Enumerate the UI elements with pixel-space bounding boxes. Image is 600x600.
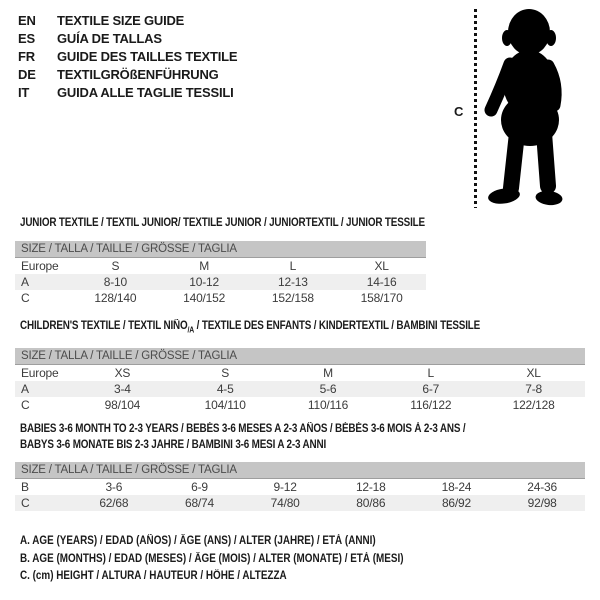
section-title-text: JUNIOR TEXTILE / TEXTIL JUNIOR/ TEXTILE JUNIOR / JUNIORTEXTIL / JUNIOR TESSILE — [20, 217, 425, 229]
size-cell: 6-7 — [422, 382, 440, 397]
size-cell: 68/74 — [184, 496, 214, 510]
row-label-cell: Europe — [21, 259, 59, 273]
table-row — [15, 365, 585, 381]
size-cell: 80/86 — [356, 496, 386, 510]
language-guide — [18, 12, 237, 102]
size-cell: 12-13 — [278, 275, 308, 289]
size-cell: 4-5 — [216, 382, 234, 397]
size-cell: 14-16 — [366, 275, 397, 289]
size-cell: 74/80 — [270, 496, 300, 510]
size-cell: XL — [374, 259, 389, 273]
height-dashed-line-icon — [474, 9, 477, 208]
section-title-text: CHILDREN'S TEXTILE / TEXTIL NIÑO — [20, 320, 188, 332]
size-cell: 9-12 — [273, 480, 297, 494]
footnote-b: B. AGE (MONTHS) / EDAD (MESES) / ÂGE (MOIS) / ALTER (MONATE) / ETÀ (MESI) — [20, 552, 404, 565]
junior-section — [15, 215, 426, 306]
size-header-bar-wrap — [15, 241, 426, 258]
size-cell: 10-12 — [189, 275, 219, 289]
language-row — [18, 48, 237, 66]
language-code: IT — [18, 85, 30, 100]
language-code: FR — [18, 49, 35, 64]
size-cell: 152/158 — [271, 291, 314, 305]
table-row — [15, 258, 426, 274]
language-label: TEXTILGRÖßENFÜHRUNG — [57, 67, 219, 82]
size-cell: 7-8 — [525, 382, 542, 397]
height-marker-label: C — [454, 104, 464, 119]
section-title-text: BABYS 3-6 MONATE BIS 2-3 JAHRE / BAMBINI 3-6 MESI A 2-3 ANNI — [20, 439, 327, 451]
size-cell: 8-10 — [103, 275, 127, 289]
size-cell: S — [111, 259, 120, 273]
table-row — [15, 290, 426, 306]
size-cell: M — [199, 259, 210, 273]
children-section — [15, 318, 585, 413]
language-code: EN — [18, 13, 36, 28]
language-code: DE — [18, 67, 36, 82]
section-title-text: BABIES 3-6 MONTH TO 2-3 YEARS / BEBÉS 3-6 MESES A 2-3 AÑOS / BÉBÉS 3-6 MOIS À 2-3 ANS / — [20, 423, 466, 435]
table-row — [15, 381, 585, 397]
baby-silhouette-icon — [478, 8, 570, 214]
size-cell: 158/170 — [360, 291, 403, 305]
size-cell: 24-36 — [527, 480, 557, 494]
size-cell: S — [221, 366, 230, 381]
children-section-title — [20, 318, 506, 338]
footnote-c: C. (cm) HEIGHT / ALTURA / HAUTEUR / HÖHE / ALTEZZA — [20, 570, 287, 582]
size-cell: 140/152 — [183, 291, 226, 305]
babies-section-title — [20, 421, 506, 453]
size-cell: 3-6 — [105, 480, 123, 494]
row-label-cell: C — [21, 398, 30, 413]
children-size-table — [15, 365, 585, 413]
size-cell: 6-9 — [191, 480, 208, 494]
language-label: TEXTILE SIZE GUIDE — [57, 13, 185, 28]
language-row — [18, 66, 237, 84]
table-row — [15, 479, 585, 495]
size-header-bar: SIZE / TALLA / TAILLE / GRÖSSE / TAGLIA — [15, 462, 585, 479]
babies-section — [15, 421, 585, 511]
language-row — [18, 30, 237, 48]
row-label-cell: B — [21, 480, 29, 494]
row-label-cell: C — [21, 496, 30, 510]
footnotes — [20, 533, 466, 586]
size-cell: 12-18 — [355, 480, 386, 494]
row-label-cell: Europe — [21, 366, 59, 381]
size-cell: XS — [114, 366, 131, 381]
size-cell: XL — [526, 366, 541, 381]
size-cell: 98/104 — [104, 398, 141, 413]
row-label-cell: C — [21, 291, 30, 305]
language-code: ES — [18, 31, 35, 46]
table-row — [15, 495, 585, 511]
size-cell: 3-4 — [114, 382, 131, 397]
size-cell: 104/110 — [204, 398, 246, 413]
table-row — [15, 397, 585, 413]
size-cell: M — [323, 366, 333, 381]
section-title-text: / TEXTILE DES ENFANTS / KINDERTEXTIL / BAMBINI TESSILE — [194, 320, 481, 332]
footnote-a: A. AGE (YEARS) / EDAD (AÑOS) / ÂGE (ANS) / ALTER (JAHRE) / ETÀ (ANNI) — [20, 535, 376, 547]
size-cell: 122/128 — [512, 398, 555, 413]
size-cell: 110/116 — [307, 398, 349, 413]
size-cell: 86/92 — [441, 496, 471, 510]
size-cell: 62/68 — [99, 496, 129, 510]
size-cell: 116/122 — [410, 398, 452, 413]
language-label: GUIDA ALLE TAGLIE TESSILI — [57, 85, 234, 100]
size-header-bar: SIZE / TALLA / TAILLE / GRÖSSE / TAGLIA — [15, 348, 585, 365]
size-header-bar-wrap — [15, 462, 585, 479]
language-label: GUIDE DES TAILLES TEXTILE — [57, 49, 238, 64]
babies-size-table — [15, 479, 585, 511]
language-row — [18, 84, 237, 102]
size-cell: L — [289, 259, 297, 273]
size-cell: 128/140 — [94, 291, 137, 305]
language-label: GUÍA DE TALLAS — [57, 31, 162, 46]
size-cell: 5-6 — [319, 382, 337, 397]
language-row — [18, 12, 237, 30]
row-label-cell: A — [21, 382, 29, 397]
row-label-cell: A — [21, 275, 29, 289]
size-header-bar: SIZE / TALLA / TAILLE / GRÖSSE / TAGLIA — [15, 241, 426, 258]
junior-size-table — [15, 258, 426, 306]
size-header-bar-wrap — [15, 348, 585, 365]
table-row — [15, 274, 426, 290]
size-cell: 18-24 — [441, 480, 472, 494]
size-cell: L — [427, 366, 435, 381]
size-cell: 92/98 — [527, 496, 557, 510]
section-title-text: /A — [187, 325, 195, 335]
junior-section-title — [20, 215, 425, 231]
